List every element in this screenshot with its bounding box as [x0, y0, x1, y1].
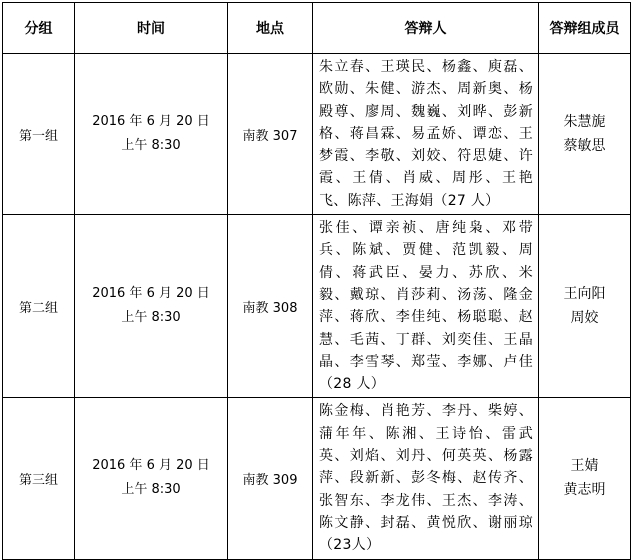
committee-member: 朱慧旎: [563, 114, 606, 131]
committee-member: 王向阳: [563, 286, 606, 303]
committee-cell: [539, 398, 631, 559]
hour-text: 上午 8:30: [121, 310, 181, 326]
date-text: 2016 年 6 月 20 日: [92, 458, 210, 474]
header-row: [3, 3, 631, 54]
table-row: [3, 398, 631, 559]
location-cell: 南教 308: [228, 215, 313, 398]
time-cell: [75, 215, 228, 398]
group-cell: 第一组: [3, 54, 75, 215]
hour-text: 上午 8:30: [121, 482, 181, 498]
header-defenders: 答辩人: [313, 3, 539, 54]
table-row: [3, 215, 631, 398]
defense-schedule-table: [2, 2, 631, 560]
committee-member: 蔡敏思: [563, 138, 606, 155]
defenders-cell: 朱立春、王瑛民、杨鑫、庾磊、欧勋、朱健、游杰、周新奥、杨殿尊、廖周、魏巍、刘晔、彭新格、蒋昌霖、易孟娇、谭恋、王梦霞、李敬、刘姣、符思婕、许霞、王倩、肖威、周彤、王艳飞、陈萍、王海娟（27 人）: [313, 54, 539, 215]
committee-member: 周姣: [570, 310, 599, 327]
date-text: 2016 年 6 月 20 日: [92, 114, 210, 130]
header-location: 地点: [228, 3, 313, 54]
defenders-cell: 陈金梅、肖艳芳、李丹、柴婷、蒲年年、陈湘、王诗怡、雷武英、刘焰、刘丹、何英英、杨露萍、段新新、彭冬梅、赵传齐、张智东、李龙伟、王杰、李涛、陈文静、封磊、黄悦欣、谢丽琼（23人）: [313, 398, 539, 559]
group-cell: 第二组: [3, 215, 75, 398]
group-cell: 第三组: [3, 398, 75, 559]
date-text: 2016 年 6 月 20 日: [92, 286, 210, 302]
location-cell: 南教 307: [228, 54, 313, 215]
table-row: [3, 54, 631, 215]
committee-member: 王婧: [570, 458, 599, 475]
header-group: 分组: [3, 3, 75, 54]
committee-cell: [539, 54, 631, 215]
committee-member: 黄志明: [563, 482, 606, 499]
header-committee: 答辩组成员: [539, 3, 631, 54]
defenders-cell: 张佳、谭亲祯、唐纯枭、邓带兵、陈斌、贾健、范凯毅、周倩、蒋武臣、晏力、苏欣、米毅、戴琼、肖莎莉、汤荡、隆金萍、蒋欣、李佳纯、杨聪聪、赵慧、毛茜、丁群、刘奕佳、王晶晶、李雪琴、郑莹、李娜、卢佳（28 人）: [313, 215, 539, 398]
time-cell: [75, 54, 228, 215]
hour-text: 上午 8:30: [121, 138, 181, 154]
location-cell: 南教 309: [228, 398, 313, 559]
committee-cell: [539, 215, 631, 398]
header-time: 时间: [75, 3, 228, 54]
time-cell: [75, 398, 228, 559]
